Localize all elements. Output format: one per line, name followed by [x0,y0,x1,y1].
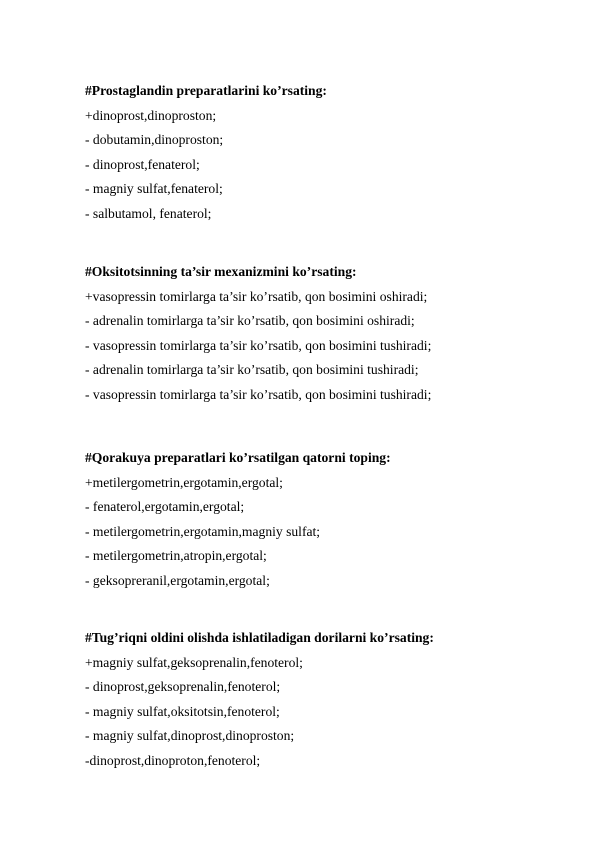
answer-option: - vasopressin tomirlarga ta’sir ko’rsatib, qon bosimini tushiradi; [85,386,432,402]
answer-option: - magniy sulfat,oksitotsin,fenoterol; [85,703,280,719]
answer-option: +magniy sulfat,geksoprenalin,fenoterol; [85,654,303,670]
answer-option: - dobutamin,dinoproston; [85,132,224,148]
question-block [85,626,565,774]
answer-option: - fenaterol,ergotamin,ergotal; [85,499,245,515]
answer-option: +metilergometrin,ergotamin,ergotal; [85,474,283,490]
question-title: #Tug’riqni oldini olishda ishlatiladigan dorilarni ko’rsating: [85,630,434,645]
question-title: #Qorakuya preparatlari ko’rsatilgan qatorni toping: [85,450,391,465]
answer-option: - metilergometrin,ergotamin,magniy sulfat; [85,523,321,539]
answer-option: - magniy sulfat,dinoprost,dinoproston; [85,728,295,744]
question-title: #Oksitotsinning ta’sir mexanizmini ko’rsating: [85,264,357,279]
question-block [85,260,565,408]
answer-option: - metilergometrin,atropin,ergotal; [85,548,267,564]
question-title: #Prostaglandin preparatlarini ko’rsating: [85,83,327,98]
answer-option: - vasopressin tomirlarga ta’sir ko’rsatib, qon bosimini tushiradi; [85,337,432,353]
answer-option: +vasopressin tomirlarga ta’sir ko’rsatib, qon bosimini oshiradi; [85,288,428,304]
question-block [85,446,565,594]
answer-option: +dinoprost,dinoproston; [85,107,217,123]
answer-option: - dinoprost,geksoprenalin,fenoterol; [85,679,281,695]
answer-option: -dinoprost,dinoproton,fenoterol; [85,752,261,768]
answer-option: - salbutamol, fenaterol; [85,205,212,221]
answer-option: - dinoprost,fenaterol; [85,156,200,172]
question-block [85,79,565,227]
answer-option: - geksopreranil,ergotamin,ergotal; [85,572,270,588]
answer-option: - adrenalin tomirlarga ta’sir ko’rsatib, qon bosimini tushiradi; [85,362,419,378]
answer-option: - adrenalin tomirlarga ta’sir ko’rsatib, qon bosimini oshiradi; [85,313,415,329]
answer-option: - magniy sulfat,fenaterol; [85,181,223,197]
